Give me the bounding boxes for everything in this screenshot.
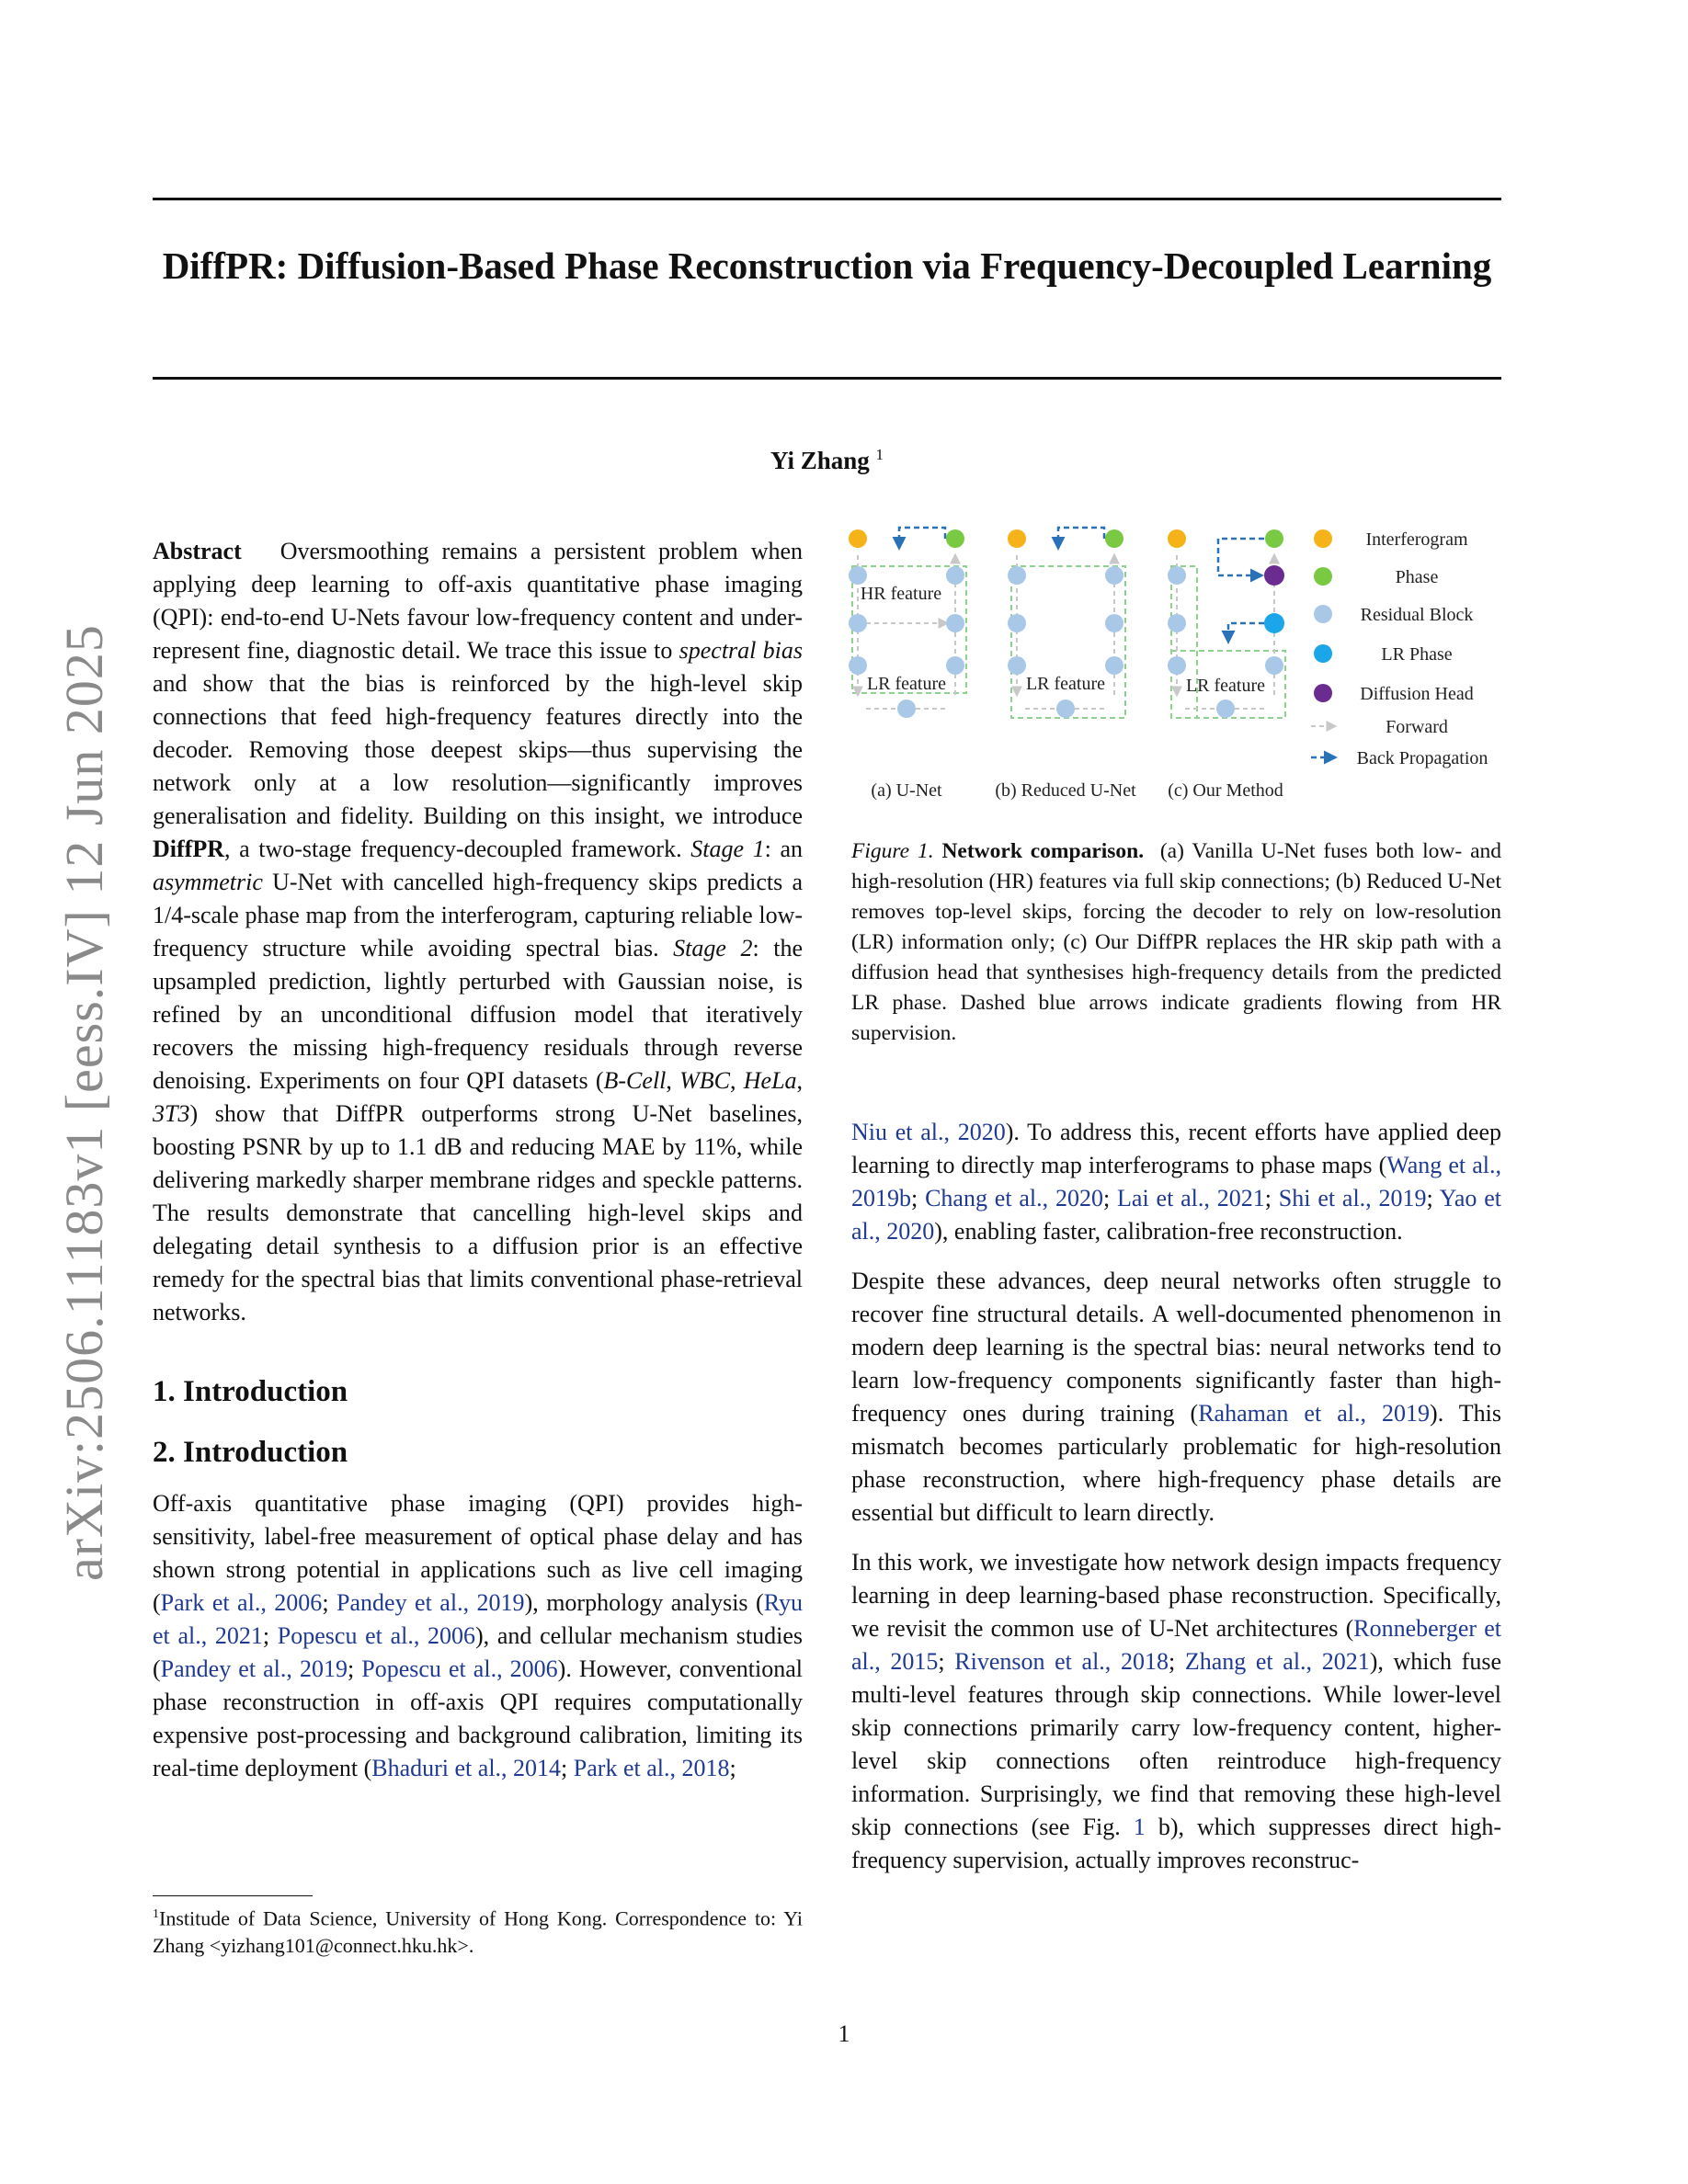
body-text: ). However, conventional phase reconstruction in off-axis QPI requires computationally expensive post-processing and background calibration, limiting its real-time deployment (	[153, 1655, 803, 1781]
panel-label: (b) Reduced U-Net	[995, 780, 1136, 801]
body-text: ;	[1102, 1185, 1118, 1211]
method-name: DiffPR	[153, 836, 224, 862]
citation-link[interactable]: Niu et al., 2020	[851, 1119, 1006, 1145]
citation-link[interactable]: Yao et al., 2020	[851, 1185, 1501, 1245]
abstract-emphasis: Stage 2	[673, 935, 753, 961]
body-text: ;	[729, 1755, 736, 1781]
citation-link[interactable]: Bhaduri et al., 2014	[371, 1755, 562, 1781]
body-text: Off-axis quantitative phase imaging (QPI) provides high-sensitivity, label-free measurement of optical phase delay and has shown strong potential in applications such as live cell imaging (	[153, 1490, 803, 1616]
body-text: ;	[347, 1655, 362, 1682]
residual-block	[1008, 566, 1026, 585]
abstract	[153, 535, 803, 1329]
residual-block	[1008, 614, 1026, 632]
citation-link[interactable]: Pandey et al., 2019	[336, 1589, 525, 1616]
interferogram-node	[1008, 529, 1026, 548]
citation-link[interactable]: Rivenson et al., 2018	[954, 1648, 1169, 1675]
page-number: 1	[838, 2020, 850, 2047]
left-column	[153, 535, 803, 1785]
abstract-emphasis: WBC	[679, 1067, 731, 1094]
citation-link[interactable]: Park et al., 2018	[573, 1755, 730, 1781]
affiliation-mark: 1	[875, 446, 884, 463]
residual-block	[946, 656, 964, 675]
body-text: In this work, we investigate how network design impacts frequency learning in deep learning-based phase reconstruction. Specifically, we revisit the common use of U-Net architectures (	[851, 1549, 1501, 1642]
figure-reference-link[interactable]: 1	[1133, 1814, 1146, 1840]
abstract-emphasis: asymmetric	[153, 869, 263, 895]
citation-link[interactable]: Park et al., 2006	[160, 1589, 323, 1616]
residual-block	[1216, 700, 1235, 718]
legend-label: Residual Block	[1360, 605, 1474, 625]
legend-label: Phase	[1395, 567, 1439, 587]
citation-link[interactable]: Ronneberger et al., 2015	[851, 1615, 1502, 1675]
residual-block	[849, 614, 867, 632]
residual-block	[1105, 656, 1123, 675]
citation-link[interactable]: Wang et al., 2019b	[851, 1152, 1501, 1211]
abstract-emphasis: spectral bias	[679, 637, 804, 664]
legend-interferogram-swatch	[1314, 529, 1332, 548]
back-propagation-arrow	[1058, 528, 1104, 548]
body-text: ;	[322, 1589, 337, 1616]
body-text: ;	[1168, 1648, 1185, 1675]
legend-phase-swatch	[1314, 567, 1332, 586]
skip-box	[1011, 566, 1125, 718]
top-rule	[153, 198, 1501, 200]
legend-residual-block-swatch	[1314, 605, 1332, 623]
caption-text: (a) Vanilla U-Net fuses both low- and high-resolution (HR) features via full skip connections; (b) Reduced U-Net removes top-level skips, forcing the decoder to rely on low-resolution (LR) information only; (c) Our DiffPR replaces the HR skip path with a diffusion head that synthesises high-frequency details from the predicted LR phase. Dashed blue arrows indicate gradients flowing from HR supervision.	[851, 839, 1502, 1045]
body-text: ;	[561, 1755, 574, 1781]
section-heading-2: 2. Introduction	[153, 1436, 348, 1469]
body-text: ), morphology analysis (	[524, 1589, 764, 1616]
body-text: ;	[911, 1185, 926, 1211]
paper-title: DiffPR: Diffusion-Based Phase Reconstruction via Frequency-Decoupled Learning	[162, 245, 1492, 287]
residual-block	[1168, 614, 1186, 632]
panel-label: (a) U-Net	[871, 780, 942, 801]
legend-label: Interferogram	[1365, 529, 1468, 550]
residual-block	[849, 656, 867, 675]
interferogram-node	[1168, 529, 1186, 548]
caption-label: Figure 1.	[851, 839, 934, 863]
residual-block	[1105, 566, 1123, 585]
residual-block	[1265, 656, 1283, 675]
body-text: b), which suppresses direct high-frequency supervision, actually improves reconstruc-	[851, 1814, 1501, 1873]
residual-block	[849, 566, 867, 585]
legend-label: Diffusion Head	[1360, 684, 1474, 704]
residual-block	[1105, 614, 1123, 632]
residual-block	[1008, 656, 1026, 675]
footnote-mark: 1	[153, 1907, 159, 1921]
panel-our-method	[1168, 529, 1285, 801]
panel-label: (c) Our Method	[1168, 780, 1283, 801]
lr-feature-label: LR feature	[1185, 676, 1266, 696]
author-name: Yi Zhang	[770, 447, 870, 474]
citation-link[interactable]: Ryu et al., 2021	[153, 1589, 804, 1649]
abstract-text: ,	[666, 1067, 680, 1094]
residual-block	[1168, 566, 1186, 585]
abstract-emphasis: Stage 1	[690, 836, 765, 862]
lr-phase-node	[1264, 613, 1284, 633]
footnote-rule	[153, 1895, 313, 1896]
abstract-text: ,	[730, 1067, 744, 1094]
body-text: ), enabling faster, calibration-free reconstruction.	[934, 1218, 1403, 1245]
footnote-text: Institude of Data Science, University of Hong Kong. Correspondence to: Yi Zhang <yizhang101@connect.hku.hk>.	[153, 1906, 803, 1958]
abstract-text: ,	[796, 1067, 804, 1094]
figure-legend	[1311, 529, 1488, 768]
abstract-text: Oversmoothing remains a persistent problem when applying deep learning to off-axis quantitative phase imaging (QPI): end-to-end U-Nets favour low-frequency content and under-represent fine, diagnostic detail. We trace this issue to	[153, 538, 804, 664]
abstract-emphasis: B-Cell	[603, 1067, 667, 1094]
diffusion-head-node	[1264, 565, 1284, 586]
residual-block	[897, 700, 916, 718]
lr-feature-label: LR feature	[866, 674, 947, 694]
panel-unet	[849, 528, 966, 801]
back-propagation-arrow	[1218, 539, 1264, 575]
legend-label: Forward	[1386, 717, 1448, 737]
body-text: ;	[262, 1622, 278, 1649]
body-text: ), and cellular mechanism studies (	[153, 1622, 804, 1682]
residual-block	[1168, 656, 1186, 675]
abstract-text: , a two-stage frequency-decoupled framework.	[223, 836, 691, 862]
citation-link[interactable]: Shi et al., 2019	[1278, 1185, 1427, 1211]
panel-reduced-unet	[995, 528, 1136, 801]
citation-link[interactable]: Popescu et al., 2006	[361, 1655, 558, 1682]
legend-diffusion-head-swatch	[1314, 684, 1332, 702]
abstract-text: : an	[764, 836, 803, 862]
residual-block	[946, 566, 964, 585]
body-paragraph	[851, 1116, 1501, 1248]
citation-link[interactable]: Popescu et al., 2006	[277, 1622, 476, 1649]
legend-label: LR Phase	[1381, 644, 1453, 665]
citation-link[interactable]: Pandey et al., 2019	[160, 1655, 348, 1682]
figure-caption	[851, 836, 1501, 1049]
citation-link[interactable]: Chang et al., 2020	[925, 1185, 1103, 1211]
citation-link[interactable]: Zhang et al., 2021	[1184, 1648, 1370, 1675]
residual-block	[1056, 700, 1075, 718]
abstract-emphasis: 3T3	[153, 1100, 190, 1127]
section-heading-1: 1. Introduction	[153, 1375, 348, 1408]
abstract-label: Abstract	[153, 538, 242, 564]
back-propagation-arrow	[899, 528, 945, 548]
abstract-text: U-Net with cancelled high-frequency skips predicts a 1/4-scale phase map from the interferogram, capturing reliable low-frequency structure while avoiding spectral bias.	[153, 869, 803, 961]
abstract-text: and show that the bias is reinforced by the high-level skip connections that feed high-frequency features directly into the decoder. Removing those deepest skips—thus supervising the network only at a low resolution—significantly improves generalisation and fidelity. Building on this insight, we introduce	[153, 670, 803, 829]
author-line	[153, 439, 1501, 476]
residual-block	[946, 614, 964, 632]
citation-link[interactable]: Rahaman et al., 2019	[1198, 1400, 1431, 1427]
phase-node	[946, 529, 964, 548]
body-paragraph	[851, 1546, 1501, 1877]
lr-feature-label: LR feature	[1025, 674, 1106, 694]
phase-node	[1265, 529, 1283, 548]
right-column	[851, 1116, 1501, 1894]
body-text: ). This mismatch becomes particularly problematic for high-resolution phase reconstruction, where high-frequency phase details are essential but difficult to learn directly.	[851, 1400, 1501, 1526]
body-paragraph	[851, 1265, 1501, 1530]
title-bottom-rule	[153, 377, 1501, 380]
footnote	[153, 1901, 803, 1960]
body-text: ). To address this, recent efforts have applied deep learning to directly map interferograms to phase maps (	[851, 1119, 1502, 1178]
body-text: ), which fuse multi-level features through skip connections. While lower-level skip connections primarily carry low-frequency content, higher-level skip connections often reintroduce high-frequency information. Surprisingly, we find that removing these high-level skip connections (see Fig.	[851, 1648, 1501, 1840]
arxiv-identifier: arXiv:2506.11183v1 [eess.IV] 12 Jun 2025	[54, 624, 114, 1581]
body-text: ;	[938, 1648, 955, 1675]
legend-label: Back Propagation	[1356, 748, 1488, 768]
body-text: Despite these advances, deep neural networks often struggle to recover fine structural details. A well-documented phenomenon in modern deep learning is the spectral bias: neural networks tend to learn low-frequency components significantly faster than high-frequency ones during training (	[851, 1268, 1501, 1427]
phase-node	[1105, 529, 1123, 548]
citation-link[interactable]: Lai et al., 2021	[1117, 1185, 1265, 1211]
abstract-text: : the upsampled prediction, lightly perturbed with Gaussian noise, is refined by an unconditional diffusion model that iteratively recovers the missing high-frequency residuals through reverse denoising. Experiments on four QPI datasets (	[153, 935, 804, 1094]
abstract-emphasis: HeLa	[743, 1067, 797, 1094]
caption-title: Network comparison.	[941, 839, 1145, 863]
body-text: ;	[1426, 1185, 1440, 1211]
hr-feature-label: HR feature	[860, 584, 942, 604]
body-text: ;	[1264, 1185, 1279, 1211]
network-comparison-figure	[842, 520, 1504, 814]
abstract-text: ) show that DiffPR outperforms strong U-Net baselines, boosting PSNR by up to 1.1 dB and reducing MAE by 11%, while delivering markedly sharper membrane ridges and speckle patterns. The results demonstrate that cancelling high-level skips and delegating detail synthesis to a diffusion prior is an effective remedy for the spectral bias that limits conventional phase-retrieval networks.	[153, 1100, 803, 1325]
back-propagation-arrow	[1228, 623, 1264, 642]
legend-lr-phase-swatch	[1314, 644, 1332, 663]
intro-paragraph	[153, 1487, 803, 1785]
interferogram-node	[849, 529, 867, 548]
